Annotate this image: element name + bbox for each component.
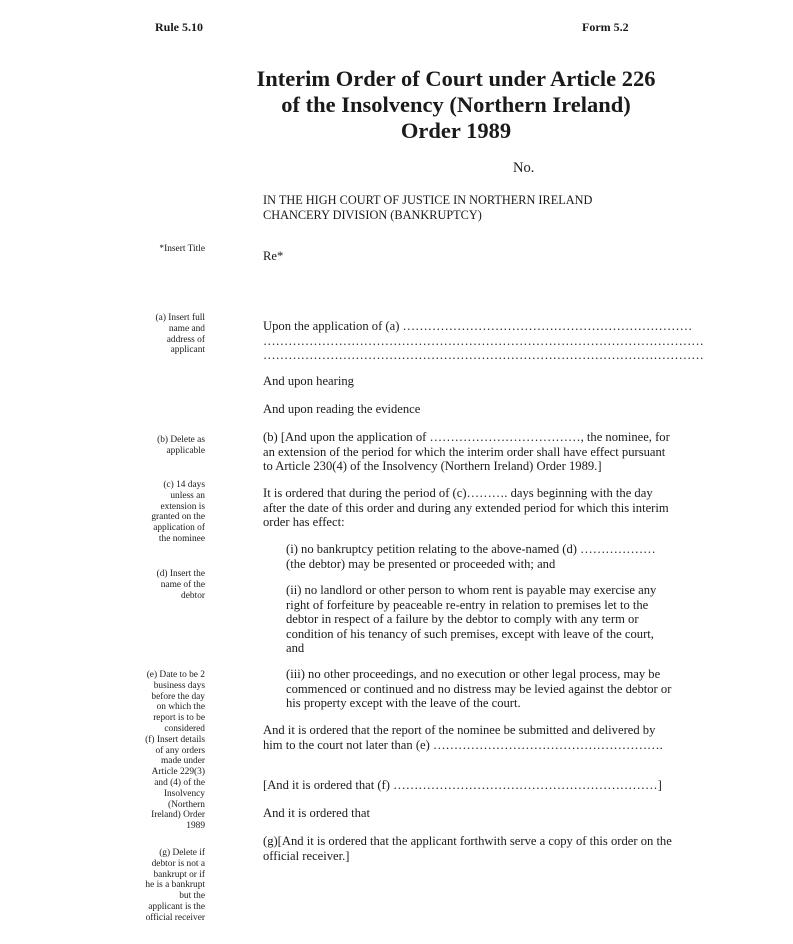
application-line: …………………………………………………………………………………………… [263, 348, 704, 362]
nominee-line: to Article 230(4) of the Insolvency (Northern Ireland) Order 1989.] [263, 459, 602, 473]
note-line: (a) Insert full [155, 313, 205, 323]
clause-i [286, 542, 656, 571]
clause-line: (ii) no landlord or other person to whom rent is payable may exercise any [286, 583, 657, 597]
court-line: IN THE HIGH COURT OF JUSTICE IN NORTHERN IRELAND [263, 193, 593, 207]
nominee-line: (b) [And upon the application of ………………………………, the nominee, for [263, 430, 670, 444]
note-line: Ireland) Order [151, 810, 205, 821]
rule-reference: Rule 5.10 [155, 20, 203, 34]
note-line: of any orders [155, 745, 205, 756]
margin-note-e-f [145, 670, 205, 832]
application-line: …………………………………………………………………………………………… [263, 333, 704, 348]
clause-line: (iii) no other proceedings, and no execution or other legal process, may be [286, 667, 661, 681]
note-line: business days [153, 680, 205, 691]
hearing-line: And upon hearing [263, 374, 354, 388]
serve-line: official receiver.] [263, 848, 350, 863]
note-line: report is to be [153, 713, 205, 724]
note-line: (g) Delete if [159, 848, 205, 858]
note-line: (f) Insert details [145, 734, 205, 745]
nominee-line: an extension of the period for which the interim order shall have effect pursuant [263, 444, 666, 459]
report-line: And it is ordered that the report of the nominee be submitted and delivered by [263, 723, 656, 737]
application-line: Upon the application of (a) …………………………………………………………… [263, 319, 693, 333]
serve-paragraph [263, 834, 672, 863]
note-line: address of [166, 334, 205, 345]
title-line: of the Insolvency (Northern Ireland) [281, 92, 631, 117]
note-line: bankrupt or if [153, 869, 205, 880]
note-line: (Northern [168, 799, 205, 810]
form-title [240, 66, 672, 144]
note-line: (b) Delete as [157, 435, 205, 445]
report-line: him to the court not later than (e) ………………………………………………. [263, 737, 663, 752]
serve-line: (g)[And it is ordered that the applicant forthwith serve a copy of this order on the [263, 834, 672, 848]
note-line: (d) Insert the [156, 569, 205, 579]
clause-line: and [286, 641, 305, 655]
note-line: before the day [151, 691, 205, 702]
margin-note-b [157, 435, 205, 457]
margin-note-g [145, 848, 205, 924]
note-line: (c) 14 days [163, 480, 205, 490]
note-line: the nominee [158, 533, 205, 544]
note-line: debtor is not a [151, 858, 205, 869]
order-line: It is ordered that during the period of (c)………. days beginning with the day [263, 486, 653, 500]
note-line: he is a bankrupt [145, 880, 205, 891]
note-line: name of the [160, 579, 205, 590]
note-line: Article 229(3) [151, 767, 205, 778]
margin-note-c [151, 480, 205, 545]
order-paragraph [263, 486, 669, 530]
clause-line: commenced or continued and no distress may be levied against the debtor or [286, 681, 672, 696]
title-line: Interim Order of Court under Article 226 [256, 66, 656, 91]
further-order-line: [And it is ordered that (f) ………………………………………………………] [263, 778, 662, 792]
clause-line: condition of his tenancy of such premises, except with leave of the court, [286, 626, 654, 641]
court-heading [263, 193, 592, 222]
margin-note-insert-title [159, 244, 205, 255]
court-line: CHANCERY DIVISION (BANKRUPTCY) [263, 207, 482, 222]
note-line: Insolvency [163, 788, 205, 799]
note-line: 1989 [186, 821, 205, 832]
clause-line: right of forfeiture by peaceable re-entry in relation to premises let to the [286, 597, 649, 612]
report-paragraph [263, 723, 663, 752]
margin-note-d [157, 569, 205, 601]
clause-ii [286, 583, 656, 656]
number-label: No. [513, 160, 535, 176]
clause-line: (the debtor) may be presented or proceeded with; and [286, 556, 556, 571]
note-line: application of [153, 523, 205, 534]
note-line: official receiver [145, 912, 205, 923]
note-line: extension is [160, 501, 205, 512]
clause-iii [286, 667, 671, 711]
note-line: applicant is the [148, 901, 205, 912]
clause-line: debtor in respect of a failure by the debtor to comply with any term or [286, 612, 639, 626]
note-line: unless an [170, 490, 205, 501]
margin-note-a [156, 313, 205, 356]
order-line: after the date of this order and during any extended period for which this interim [263, 500, 669, 515]
note-line: granted on the [151, 512, 205, 523]
clause-line: (i) no bankruptcy petition relating to the above-named (d) ……………… [286, 542, 656, 556]
note-line: considered [164, 723, 205, 734]
note-line: (e) Date to be 2 [146, 670, 205, 680]
nominee-paragraph [263, 430, 670, 474]
note-line: name and [168, 323, 205, 334]
note-line: debtor [181, 590, 205, 601]
ordered-that-line: And it is ordered that [263, 806, 371, 820]
re-label: Re* [263, 249, 284, 263]
note-line: *Insert Title [159, 244, 205, 254]
order-line: order has effect: [263, 515, 345, 529]
application-paragraph [263, 319, 704, 363]
note-line: but the [179, 891, 205, 902]
note-line: made under [161, 756, 205, 767]
note-line: applicant [170, 345, 205, 356]
note-line: on which the [156, 702, 205, 713]
evidence-line: And upon reading the evidence [263, 402, 421, 416]
note-line: and (4) of the [154, 777, 205, 788]
clause-line: his property except with the leave of the court. [286, 696, 521, 710]
note-line: applicable [166, 445, 205, 456]
title-line: Order 1989 [400, 118, 512, 143]
form-reference: Form 5.2 [582, 20, 629, 34]
